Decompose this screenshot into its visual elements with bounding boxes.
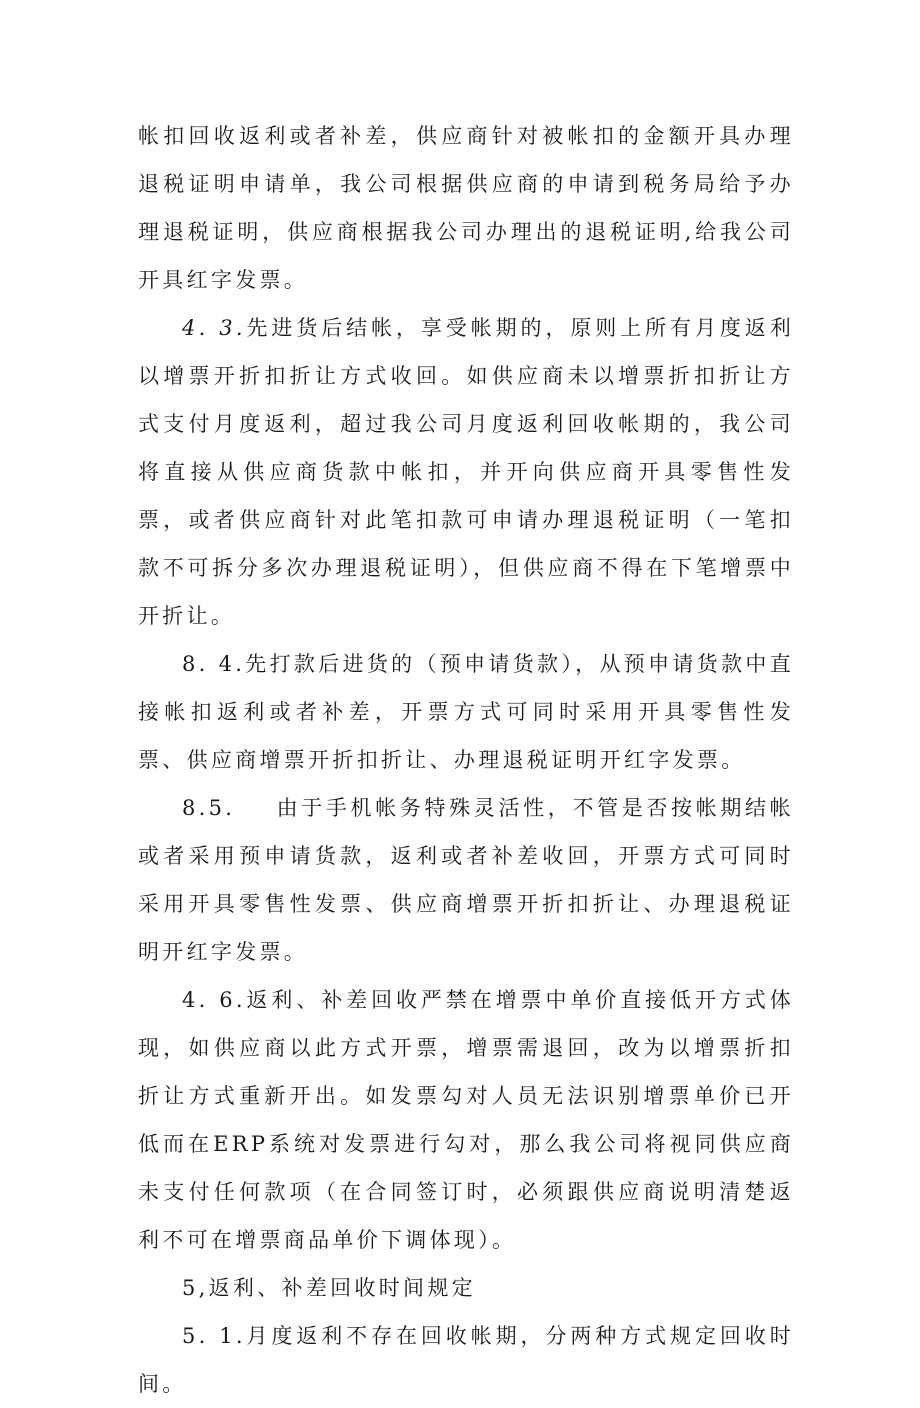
- paragraph-number: 4. 3.: [182, 316, 246, 340]
- paragraph-8-4: [138, 640, 794, 784]
- paragraph-4-6: [138, 976, 794, 1264]
- paragraph-continued: [138, 112, 794, 304]
- section-heading: 5,返利、补差回收时间规定: [182, 1276, 476, 1300]
- paragraph-text: 先打款后进货的（预申请货款），从预申请货款中直接帐扣返利或者补差，开票方式可同时采用开具零售性发票、供应商增票开折扣折让、办理退税证明开红字发票。: [138, 652, 794, 772]
- paragraph-number: 8.5.: [182, 796, 277, 820]
- paragraph-text: 月度返利不存在回收帐期，分两种方式规定回收时间。: [138, 1324, 794, 1396]
- paragraph-text: 返利、补差回收严禁在增票中单价直接低开方式体现，如供应商以此方式开票，增票需退回，改为以增票折扣折让方式重新开出。如发票勾对人员无法识别增票单价已开低而在ERP系统对发票进行勾对，那么我公司将视同供应商未支付任何款项（在合同签订时，必须跟供应商说明清楚返利不可在增票商品单价下调体现）。: [138, 988, 794, 1252]
- document-body: [138, 112, 794, 1408]
- paragraph-text: 由于手机帐务特殊灵活性，不管是否按帐期结帐或者采用预申请货款，返利或者补差收回，开票方式可同时采用开具零售性发票、供应商增票开折扣折让、办理退税证明开红字发票。: [138, 796, 794, 964]
- paragraph-5-1: [138, 1312, 794, 1408]
- paragraph-number: 8. 4.: [182, 652, 246, 676]
- paragraph-text: 先进货后结帐，享受帐期的，原则上所有月度返利以增票开折扣折让方式收回。如供应商未以增票折扣折让方式支付月度返利，超过我公司月度返利回收帐期的，我公司将直接从供应商货款中帐扣，并开向供应商开具零售性发票，或者供应商针对此笔扣款可申请办理退税证明（一笔扣款不可拆分多次办理退税证明），但供应商不得在下笔增票中开折让。: [138, 316, 794, 628]
- paragraph-8-5: [138, 784, 794, 976]
- paragraph-number: 4. 6.: [182, 988, 246, 1012]
- paragraph-number: 5. 1.: [182, 1324, 246, 1348]
- paragraph-text: 帐扣回收返利或者补差，供应商针对被帐扣的金额开具办理退税证明申请单，我公司根据供应商的申请到税务局给予办理退税证明，供应商根据我公司办理出的退税证明,给我公司开具红字发票。: [138, 124, 794, 292]
- paragraph-4-3: [138, 304, 794, 640]
